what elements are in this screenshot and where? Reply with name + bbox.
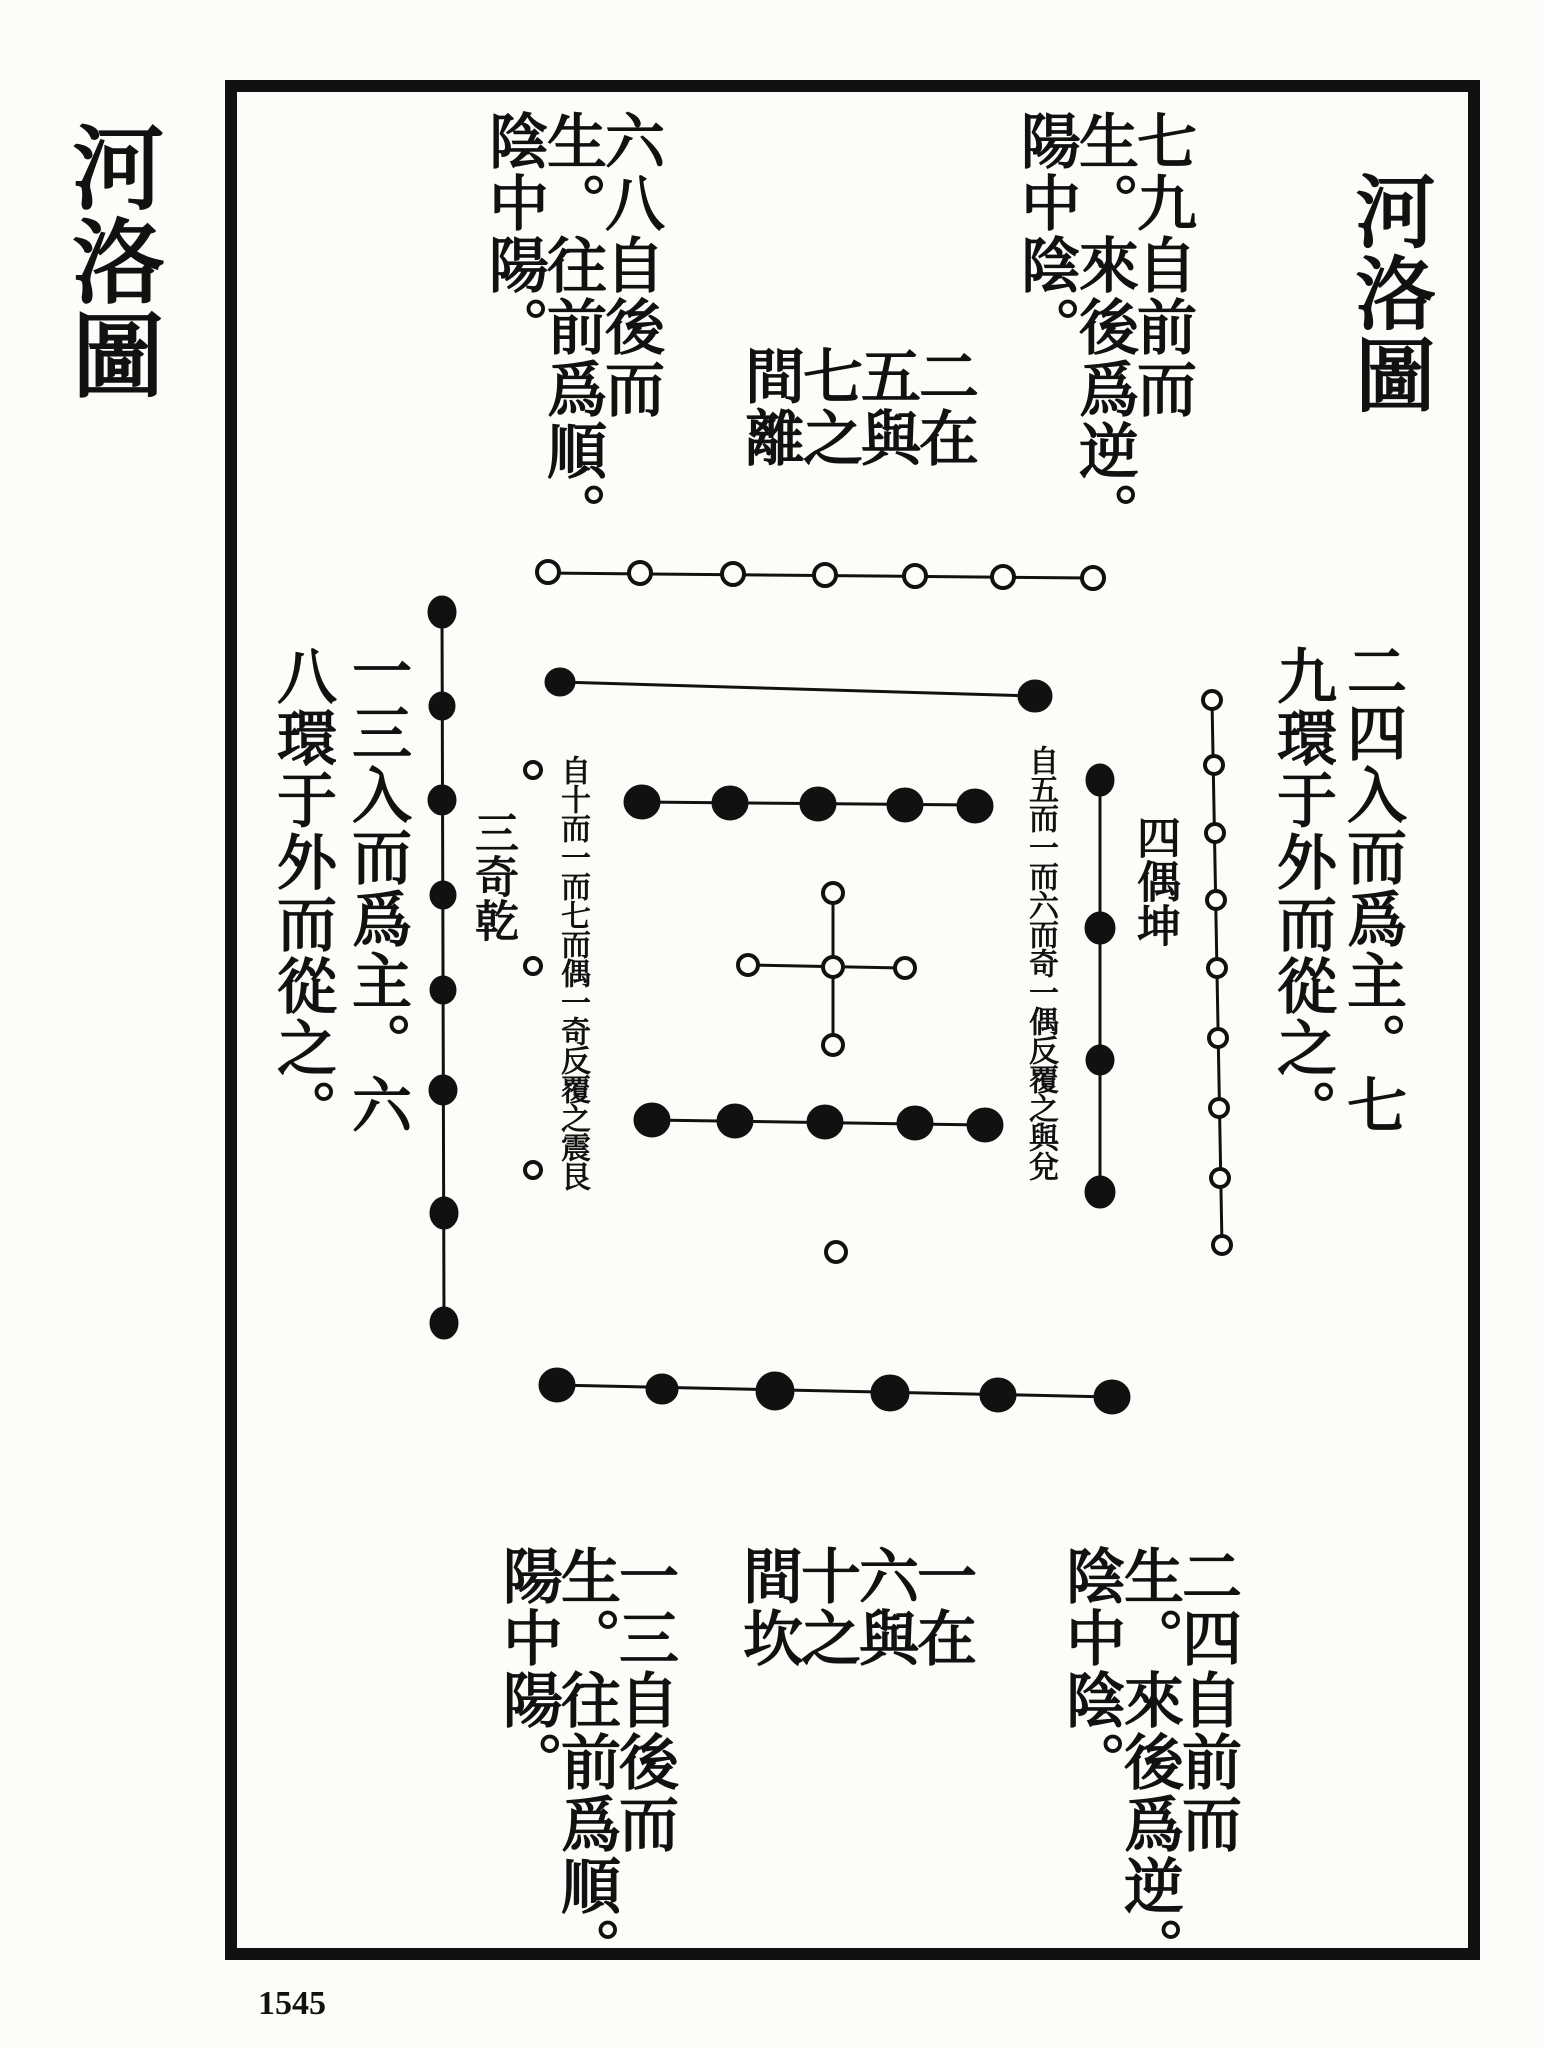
right-outer-dots-9: [1203, 691, 1231, 1254]
bottom-right-column-2: 生。來後爲逆。: [1114, 1545, 1184, 1979]
left-side-column-1: 一三入而爲主。六: [342, 640, 412, 1136]
bottom-left-column-2: 生。往前爲順。: [551, 1545, 621, 1979]
left-side-column-2: 八環于外而從之。: [267, 645, 337, 1141]
center-dot-1: [826, 1242, 846, 1262]
top-left-column-3: 陰中陽。: [479, 110, 549, 358]
bottom-center-column-4: 間坎: [733, 1545, 803, 1669]
bottom-left-column-3: 陽中陽。: [493, 1545, 563, 1793]
top-right-column-2: 生。來後爲逆。: [1069, 110, 1139, 544]
top-center-column-2: 五與: [851, 345, 921, 469]
top-inner-line: [560, 682, 1035, 696]
top-center-column-3: 七之: [793, 345, 863, 469]
frame-title: 河洛圖: [1342, 170, 1436, 416]
top-left-column-2: 生。往前爲順。: [537, 110, 607, 544]
inner-left-text: 自十而一而七而偶一奇反覆之震艮: [555, 755, 590, 1190]
page-number: 1545: [258, 1985, 326, 2022]
bottom-right-column-3: 陰中陰。: [1056, 1545, 1126, 1793]
bottom-right-column-1: 二四自前而: [1172, 1545, 1242, 1855]
bottom-center-column-1: 一在: [907, 1545, 977, 1669]
label-kun: 四偶坤: [1129, 815, 1180, 947]
right-side-column-2: 九環于外而從之。: [1267, 645, 1337, 1141]
side-title: 河洛圖: [57, 120, 166, 402]
center-lower-dots-5: [635, 1104, 1002, 1141]
label-qian: 三奇乾: [467, 810, 518, 942]
bottom-center-column-2: 六與: [849, 1545, 919, 1669]
top-right-column-3: 陽中陰。: [1011, 110, 1081, 358]
top-left-column-1: 六八自後而: [595, 110, 665, 420]
top-right-column-1: 七九自前而: [1127, 110, 1197, 420]
top-center-column-1: 二在: [909, 345, 979, 469]
left-inner-dots-3: [525, 762, 541, 1178]
bottom-left-column-1: 一三自後而: [609, 1545, 679, 1855]
center-cross-5: [738, 883, 915, 1055]
bottom-center-column-3: 十之: [791, 1545, 861, 1669]
top-center-column-4: 間離: [735, 345, 805, 469]
bottom-outer-line: [555, 1385, 1112, 1397]
inner-right-text: 自五而一而六而奇一偶反覆之與兌: [1023, 745, 1058, 1180]
right-side-column-1: 二四入而爲主。七: [1337, 640, 1407, 1136]
